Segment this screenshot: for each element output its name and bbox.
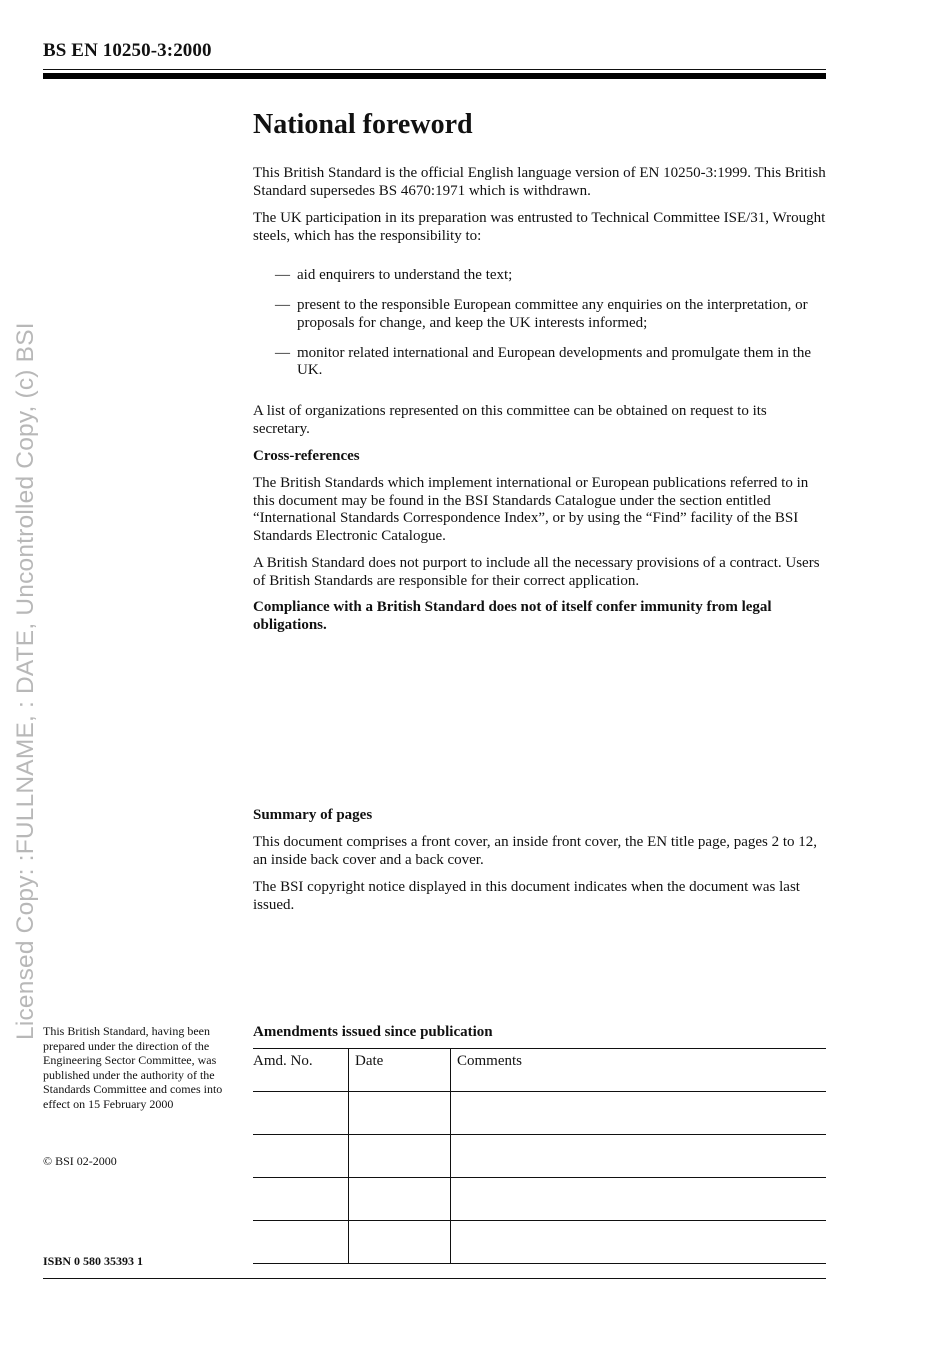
compliance-paragraph: Compliance with a British Standard does not of itself confer immunity from legal obligations.	[253, 599, 772, 633]
list-item-text: monitor related international and European developments and promulgate them in the UK.	[297, 344, 812, 378]
column-header-comments: Comments	[451, 1049, 827, 1092]
column-header-amd-no: Amd. No.	[253, 1049, 349, 1092]
table-cell	[253, 1135, 349, 1178]
amendments-heading: Amendments issued since publication	[253, 1024, 493, 1040]
dash-bullet: —	[275, 297, 290, 313]
dash-bullet: —	[275, 344, 290, 361]
table-row	[253, 1221, 826, 1264]
isbn: ISBN 0 580 35393 1	[43, 1254, 144, 1268]
intro-paragraph-1: This British Standard is the official English language version of EN 10250-3:1999. This British Standard supersedes BS 4670:1971 which is withdrawn.	[253, 165, 826, 199]
page-title: National foreword	[253, 109, 473, 140]
table-cell	[253, 1221, 349, 1264]
list-item	[275, 267, 827, 285]
dash-bullet: —	[275, 267, 290, 283]
footer-rule	[43, 1278, 826, 1279]
list-item	[275, 345, 827, 380]
list-item	[275, 297, 827, 332]
table-row	[253, 1178, 826, 1221]
page-title-wrap	[253, 108, 827, 142]
publication-note: This British Standard, having been prepared under the direction of the Engineering Sector Committee, was published under the authority of the Standards Committee and comes into effect on 15 February 2000	[43, 1024, 223, 1111]
copyright-notice-paragraph: The BSI copyright notice displayed in this document indicates when the document was last issued.	[253, 879, 800, 913]
list-item-text: aid enquirers to understand the text;	[297, 267, 513, 283]
table-cell	[349, 1135, 451, 1178]
table-cell	[451, 1178, 827, 1221]
column-header-date: Date	[349, 1049, 451, 1092]
copyright-line: © BSI 02-2000	[43, 1154, 117, 1168]
table-cell	[349, 1178, 451, 1221]
table-cell	[253, 1178, 349, 1221]
table-cell	[349, 1221, 451, 1264]
summary-heading: Summary of pages	[253, 807, 373, 823]
table-cell	[349, 1092, 451, 1135]
table-header-row	[253, 1049, 826, 1092]
list-item-text: present to the responsible European committee any enquiries on the interpretation, or proposals for change, and keep the UK interests informed;	[297, 297, 808, 331]
intro-paragraph-2: The UK participation in its preparation was entrusted to Technical Committee ISE/31, Wrought steels, which has the responsibility to:	[253, 210, 826, 244]
table-cell	[451, 1221, 827, 1264]
responsibility-list	[275, 267, 827, 392]
table-cell	[451, 1092, 827, 1135]
license-watermark: Licensed Copy: :FULLNAME, : DATE, Uncontrolled Copy, (c) BSI	[12, 322, 39, 1040]
document-id: BS EN 10250-3:2000	[43, 40, 212, 61]
contract-paragraph: A British Standard does not purport to include all the necessary provisions of a contract. Users of British Standards are responsible for their correct application.	[253, 555, 820, 589]
cross-references-paragraph: The British Standards which implement international or European publications referred to in this document may be found in the BSI Standards Catalogue under the section entitled “International Standards Correspondence Index”, or by using the “Find” facility of the BSI Standards Electronic Catalogue.	[253, 475, 809, 544]
header-thin-rule	[43, 69, 826, 70]
table-cell	[451, 1135, 827, 1178]
cross-references-heading: Cross-references	[253, 448, 360, 464]
table-row	[253, 1092, 826, 1135]
table-row	[253, 1135, 826, 1178]
summary-paragraph: This document comprises a front cover, an inside front cover, the EN title page, pages 2 to 12, an inside back cover and a back cover.	[253, 834, 818, 868]
header-thick-rule	[43, 73, 826, 79]
amendments-table	[253, 1048, 826, 1264]
table-cell	[253, 1092, 349, 1135]
organizations-paragraph: A list of organizations represented on this committee can be obtained on request to its secretary.	[253, 403, 767, 437]
